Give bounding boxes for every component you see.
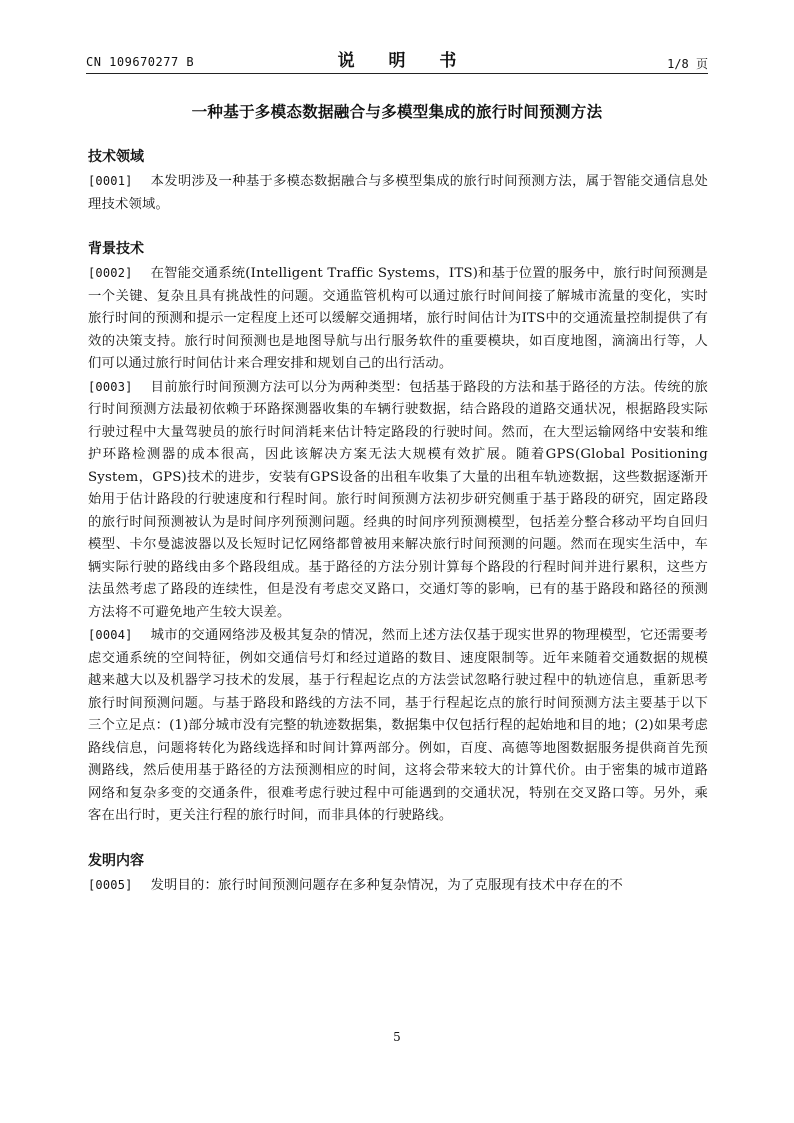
- section-heading-invention-content: 发明内容: [88, 852, 144, 869]
- paragraph-number: [0004]: [88, 628, 133, 642]
- paragraph-text: 本发明涉及一种基于多模态数据融合与多模型集成的旅行时间预测方法，属于智能交通信息处理技术领域。: [88, 174, 708, 212]
- page-header: [86, 44, 708, 76]
- page-number: 5: [393, 1030, 401, 1044]
- paragraph-0003: [88, 376, 708, 625]
- paragraph-number: [0002]: [88, 266, 133, 280]
- paragraph-number: [0001]: [88, 174, 133, 188]
- paragraph-0004: [88, 624, 708, 828]
- paragraph-text: 发明目的：旅行时间预测问题存在多种复杂情况，为了克服现有技术中存在的不: [150, 877, 623, 893]
- section-heading-technical-field: 技术领域: [88, 149, 144, 165]
- paragraph-number: [0003]: [88, 379, 133, 394]
- paragraph-0005: [88, 874, 708, 898]
- document-body: [88, 144, 708, 897]
- paragraph-text: 目前旅行时间预测方法可以分为两种类型：包括基于路段的方法和基于路径的方法。传统的旅行时间预测方法最初依赖于环路探测器收集的车辆行驶数据，结合路段的道路交通状况，根据路段实际行驶过程中大量驾驶员的旅行时间消耗来估计特定路段的行驶时间。然而，在大型运输网络中安装和维护环路检测器的成本很高，因此该解决方案无法大规模有效扩展。随着GPS(Global Positioning System，GPS)技术的进步，安装有GPS设备的出租车收集了大量的出租车轨迹数据，这些数据逐渐开始用于估计路段的行驶速度和行程时间。旅行时间预测方法初步研究侧重于基于路段的研究，固定路段的旅行时间预测被认为是时间序列预测问题。经典的时间序列预测模型，包括差分整合移动平均自回归模型、卡尔曼滤波器以及长短时记忆网络都曾被用来解决旅行时间预测的问题。然而在现实生活中，车辆实际行驶的路线由多个路段组成。基于路径的方法分别计算每个路段的行程时间并进行累积，这些方法虽然考虑了路段的连续性，但是没有考虑交叉路口，交通灯等的影响，已有的基于路段和路径的预测方法将不可避免地产生较大误差。: [88, 379, 708, 620]
- paragraph-0002: [88, 262, 708, 376]
- patent-number: CN 109670277 B: [86, 55, 195, 69]
- header-divider: [86, 73, 708, 74]
- document-title: 一种基于多模态数据融合与多模型集成的旅行时间预测方法: [191, 103, 603, 121]
- section-heading-background: 背景技术: [88, 241, 144, 257]
- paragraph-number: [0005]: [88, 877, 133, 892]
- paragraph-text: 城市的交通网络涉及极其复杂的情况，然而上述方法仅基于现实世界的物理模型，它还需要考虑交通系统的空间特征，例如交通信号灯和经过道路的数目、速度限制等。近年来随着交通数据的规模越来越大以及机器学习技术的发展，基于行程起讫点的方法尝试忽略行驶过程中的轨迹信息，重新思考旅行时间预测问题。与基于路段和路线的方法不同，基于行程起讫点的旅行时间预测方法主要基于以下三个立足点：(1)部分城市没有完整的轨迹数据集，数据集中仅包括行程的起始地和目的地；(2)如果考虑路线信息，问题将转化为路线选择和时间计算两部分。例如，百度、高德等地图数据服务提供商首先预测路线，然后使用基于路径的方法预测相应的时间，这将会带来较大的计算代价。由于密集的城市道路网络和复杂多变的交通条件，很难考虑行驶过程中可能遇到的交通状况，特别在交叉路口等。另外，乘客在出行时，更关注行程的旅行时间，而非具体的行驶路线。: [88, 628, 708, 823]
- paragraph-0001: [88, 170, 708, 216]
- document-type-title: 说 明 书: [337, 51, 471, 71]
- page-indicator: 1/8 页: [667, 57, 708, 71]
- paragraph-text: 在智能交通系统(Intelligent Traffic Systems，ITS)和基于位置的服务中，旅行时间预测是一个关键、复杂且具有挑战性的问题。交通监管机构可以通过旅行时间间接了解城市流量的变化，实时旅行时间的预测和提示一定程度上还可以缓解交通拥堵，旅行时间估计为ITS中的交通流量控制提供了有效的决策支持。旅行时间预测也是地图导航与出行服务软件的重要模块，如百度地图，滴滴出行等，人们可以通过旅行时间估计来合理安排和规划自己的出行活动。: [88, 266, 708, 371]
